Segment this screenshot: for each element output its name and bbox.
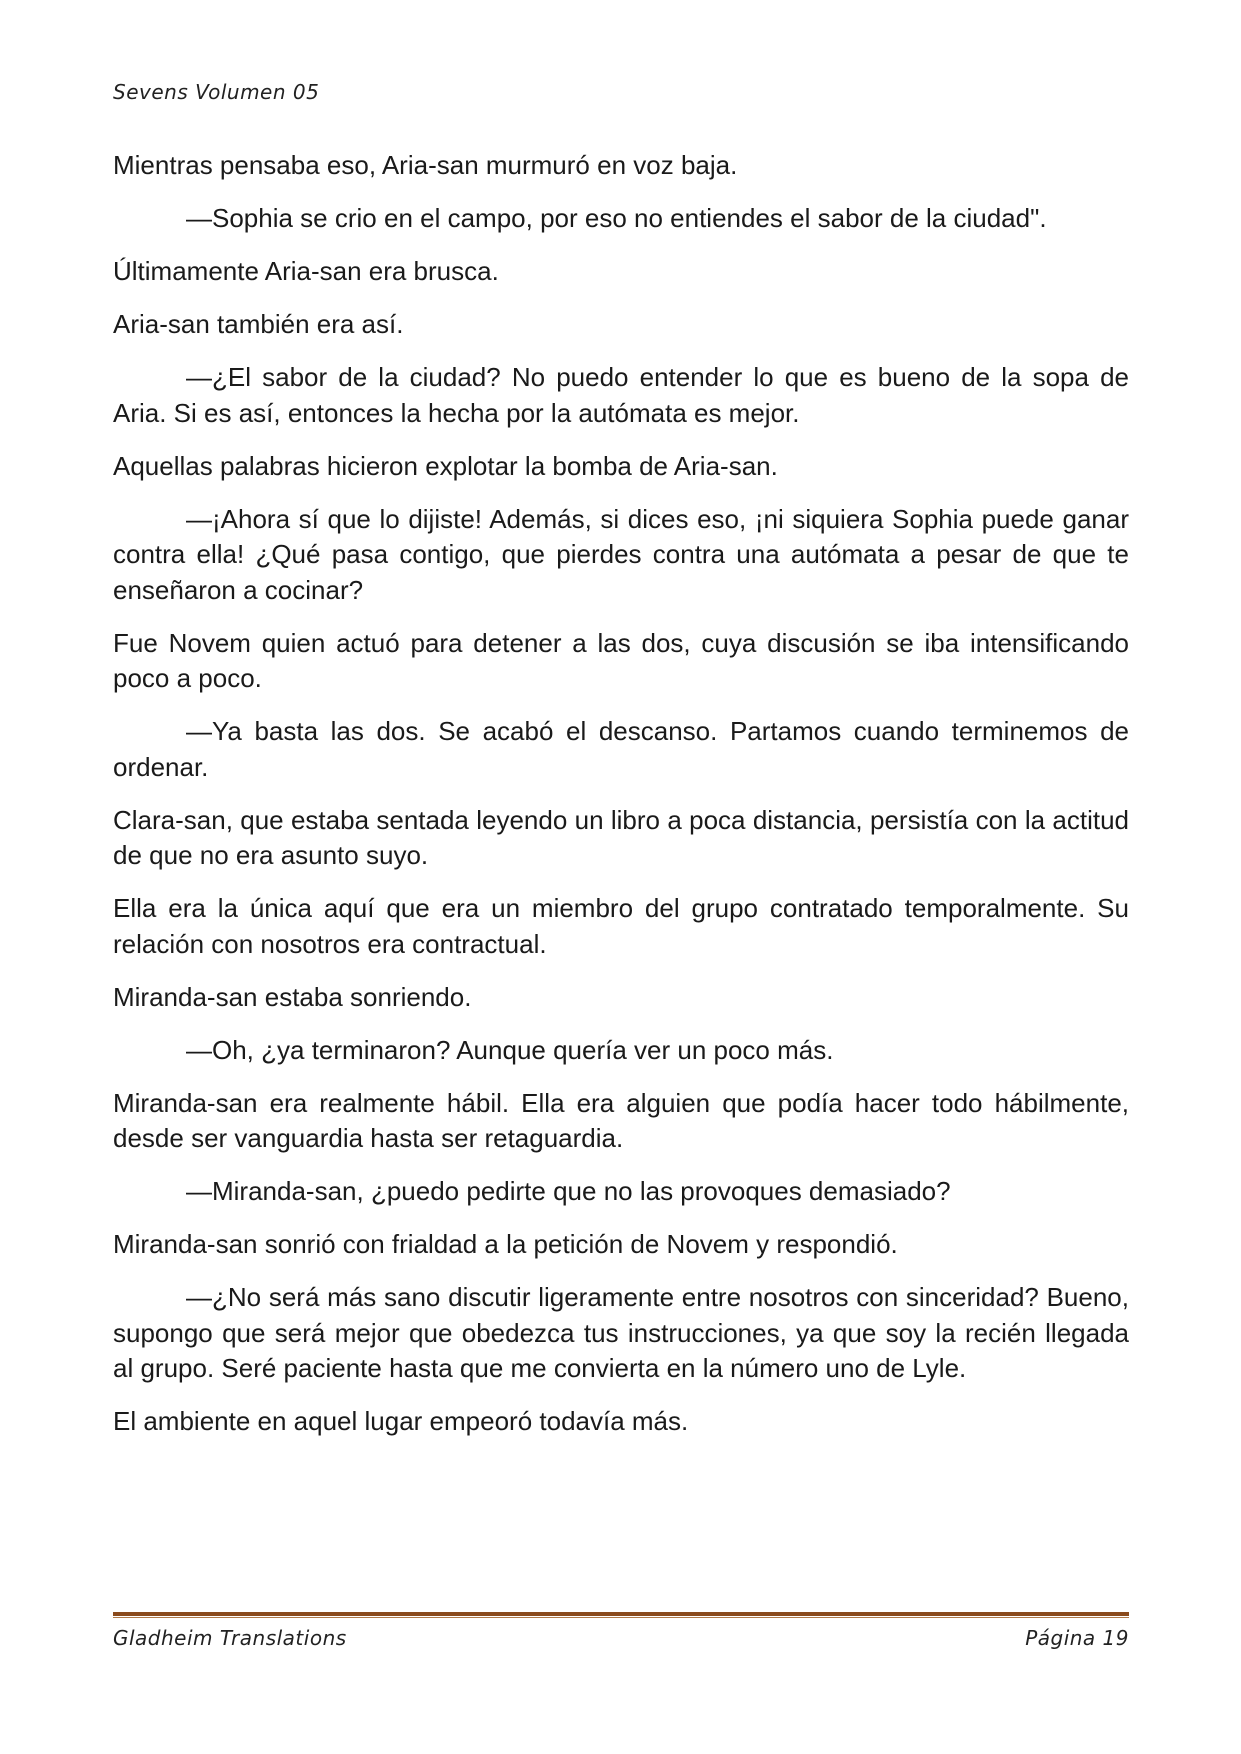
dialog-paragraph: —Miranda-san, ¿puedo pedirte que no las provoques demasiado? — [186, 1176, 951, 1206]
paragraph: Miranda-san estaba sonriendo. — [113, 981, 472, 1012]
paragraph: Aria-san también era así. — [113, 309, 404, 339]
paragraph: El ambiente en aquel lugar empeoró todavía más. — [113, 1406, 689, 1436]
dialog-paragraph: —Ya basta las dos. Se acabó el descanso. Partamos cuando terminemos de ordenar. — [113, 716, 1129, 782]
dialog-paragraph: —Sophia se crio en el campo, por eso no entiendes el sabor de la ciudad". — [186, 203, 1047, 233]
dialog-paragraph: —¿No será más sano discutir ligeramente entre nosotros con sinceridad? Bueno, supongo que será mejor que obedezca tus instrucciones, ya que soy la recién llegada al grupo. Seré paciente hasta que me convierta en la número uno de Lyle. — [113, 1282, 1129, 1383]
running-header: Sevens Volumen 05 — [113, 80, 320, 104]
dialog-paragraph: —Oh, ¿ya terminaron? Aunque quería ver un poco más. — [186, 1034, 834, 1065]
paragraph: Miranda-san era realmente hábil. Ella era alguien que podía hacer todo hábilmente, desde ser vanguardia hasta ser retaguardia. — [113, 1087, 1129, 1153]
paragraph: Clara-san, que estaba sentada leyendo un libro a poca distancia, persistía con la actitud de que no era asunto suyo. — [113, 804, 1129, 870]
body-text — [113, 148, 1129, 1457]
paragraph: Miranda-san sonrió con frialdad a la petición de Novem y respondió. — [113, 1229, 898, 1259]
paragraph: Ella era la única aquí que era un miembro del grupo contratado temporalmente. Su relación con nosotros era contractual. — [113, 893, 1129, 959]
footer-credit: Gladheim Translations — [113, 1626, 347, 1650]
page-number: Página 19 — [1025, 1626, 1129, 1650]
paragraph: Fue Novem quien actuó para detener a las dos, cuya discusión se iba intensificando poco a poco. — [113, 627, 1129, 693]
paragraph: Aquellas palabras hicieron explotar la bomba de Aria-san. — [113, 450, 778, 481]
paragraph: Mientras pensaba eso, Aria-san murmuró en voz baja. — [113, 150, 738, 180]
dialog-paragraph: —¡Ahora sí que lo dijiste! Además, si dices eso, ¡ni siquiera Sophia puede ganar contra ella! ¿Qué pasa contigo, que pierdes contra una autómata a pesar de que te enseñaron a cocinar? — [113, 503, 1129, 605]
dialog-paragraph: —¿El sabor de la ciudad? No puedo entender lo que es bueno de la sopa de Aria. Si es así, entonces la hecha por la autómata es mejor. — [113, 362, 1129, 428]
footer-divider — [113, 1612, 1129, 1618]
paragraph: Últimamente Aria-san era brusca. — [113, 256, 499, 286]
